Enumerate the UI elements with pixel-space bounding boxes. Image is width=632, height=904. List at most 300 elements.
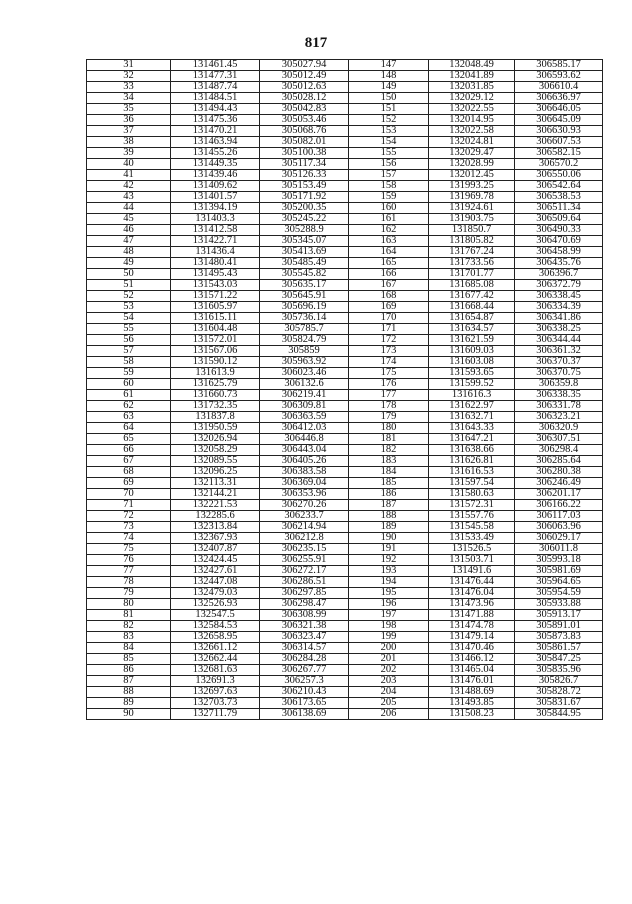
- y-coordinate-right: 306593.62: [515, 71, 603, 82]
- point-number-right: 147: [349, 60, 429, 71]
- point-number-left: 43: [87, 192, 171, 203]
- x-coordinate-right: 131993.25: [429, 181, 515, 192]
- x-coordinate-right: 131471.88: [429, 610, 515, 621]
- y-coordinate-right: 306509.64: [515, 214, 603, 225]
- x-coordinate-right: 131603.08: [429, 357, 515, 368]
- table-row: [87, 236, 603, 247]
- point-number-left: 61: [87, 390, 171, 401]
- y-coordinate-right: 306298.4: [515, 445, 603, 456]
- point-number-right: 152: [349, 115, 429, 126]
- x-coordinate-left: 131422.71: [171, 236, 260, 247]
- y-coordinate-right: 306285.64: [515, 456, 603, 467]
- point-number-left: 37: [87, 126, 171, 137]
- point-number-right: 169: [349, 302, 429, 313]
- point-number-right: 179: [349, 412, 429, 423]
- x-coordinate-right: 132029.47: [429, 148, 515, 159]
- point-number-right: 186: [349, 489, 429, 500]
- x-coordinate-left: 131412.58: [171, 225, 260, 236]
- y-coordinate-left: 306132.6: [260, 379, 349, 390]
- point-number-left: 58: [87, 357, 171, 368]
- point-number-right: 155: [349, 148, 429, 159]
- table-row: [87, 302, 603, 313]
- point-number-left: 68: [87, 467, 171, 478]
- x-coordinate-left: 132096.25: [171, 467, 260, 478]
- point-number-right: 200: [349, 643, 429, 654]
- x-coordinate-right: 131733.56: [429, 258, 515, 269]
- y-coordinate-left: 305345.07: [260, 236, 349, 247]
- point-number-right: 194: [349, 577, 429, 588]
- point-number-right: 205: [349, 698, 429, 709]
- x-coordinate-right: 132024.81: [429, 137, 515, 148]
- table-row: [87, 423, 603, 434]
- x-coordinate-left: 131571.22: [171, 291, 260, 302]
- x-coordinate-left: 132407.87: [171, 544, 260, 555]
- point-number-right: 165: [349, 258, 429, 269]
- x-coordinate-right: 132028.99: [429, 159, 515, 170]
- x-coordinate-right: 131533.49: [429, 533, 515, 544]
- y-coordinate-right: 306338.45: [515, 291, 603, 302]
- x-coordinate-right: 131488.69: [429, 687, 515, 698]
- point-number-right: 183: [349, 456, 429, 467]
- table-row: [87, 148, 603, 159]
- x-coordinate-left: 132526.93: [171, 599, 260, 610]
- x-coordinate-left: 131480.41: [171, 258, 260, 269]
- table-row: [87, 203, 603, 214]
- point-number-right: 168: [349, 291, 429, 302]
- coordinates-table: [86, 59, 603, 720]
- table-row: [87, 357, 603, 368]
- point-number-left: 57: [87, 346, 171, 357]
- y-coordinate-right: 306201.17: [515, 489, 603, 500]
- table-row: [87, 379, 603, 390]
- table-row: [87, 170, 603, 181]
- x-coordinate-left: 131484.51: [171, 93, 260, 104]
- x-coordinate-left: 131403.3: [171, 214, 260, 225]
- table-row: [87, 214, 603, 225]
- x-coordinate-right: 131685.08: [429, 280, 515, 291]
- table-row: [87, 60, 603, 71]
- y-coordinate-right: 306307.51: [515, 434, 603, 445]
- point-number-right: 190: [349, 533, 429, 544]
- x-coordinate-left: 132479.03: [171, 588, 260, 599]
- y-coordinate-right: 306320.9: [515, 423, 603, 434]
- x-coordinate-left: 132144.21: [171, 489, 260, 500]
- x-coordinate-right: 131508.23: [429, 709, 515, 720]
- y-coordinate-left: 306323.47: [260, 632, 349, 643]
- x-coordinate-left: 131567.06: [171, 346, 260, 357]
- x-coordinate-left: 131613.9: [171, 368, 260, 379]
- x-coordinate-right: 131597.54: [429, 478, 515, 489]
- x-coordinate-right: 131593.65: [429, 368, 515, 379]
- point-number-left: 81: [87, 610, 171, 621]
- table-row: [87, 181, 603, 192]
- y-coordinate-right: 305891.01: [515, 621, 603, 632]
- table-row: [87, 291, 603, 302]
- y-coordinate-right: 306630.93: [515, 126, 603, 137]
- table-row: [87, 500, 603, 511]
- point-number-left: 41: [87, 170, 171, 181]
- y-coordinate-left: 305245.22: [260, 214, 349, 225]
- point-number-right: 180: [349, 423, 429, 434]
- x-coordinate-left: 132584.53: [171, 621, 260, 632]
- y-coordinate-right: 306550.06: [515, 170, 603, 181]
- point-number-right: 172: [349, 335, 429, 346]
- table-row: [87, 489, 603, 500]
- y-coordinate-right: 306331.78: [515, 401, 603, 412]
- point-number-left: 47: [87, 236, 171, 247]
- point-number-left: 87: [87, 676, 171, 687]
- point-number-right: 151: [349, 104, 429, 115]
- x-coordinate-right: 131638.66: [429, 445, 515, 456]
- x-coordinate-right: 132014.95: [429, 115, 515, 126]
- y-coordinate-right: 305913.17: [515, 610, 603, 621]
- point-number-left: 60: [87, 379, 171, 390]
- table-row: [87, 280, 603, 291]
- y-coordinate-left: 306446.8: [260, 434, 349, 445]
- table-row: [87, 555, 603, 566]
- point-number-left: 75: [87, 544, 171, 555]
- point-number-left: 66: [87, 445, 171, 456]
- point-number-left: 50: [87, 269, 171, 280]
- table-row: [87, 610, 603, 621]
- y-coordinate-left: 306233.7: [260, 511, 349, 522]
- y-coordinate-right: 306646.05: [515, 104, 603, 115]
- y-coordinate-right: 306582.15: [515, 148, 603, 159]
- y-coordinate-left: 305068.76: [260, 126, 349, 137]
- point-number-left: 52: [87, 291, 171, 302]
- y-coordinate-left: 306369.04: [260, 478, 349, 489]
- x-coordinate-left: 132058.29: [171, 445, 260, 456]
- y-coordinate-right: 305847.25: [515, 654, 603, 665]
- point-number-left: 77: [87, 566, 171, 577]
- y-coordinate-left: 305545.82: [260, 269, 349, 280]
- x-coordinate-left: 131475.36: [171, 115, 260, 126]
- x-coordinate-right: 131476.44: [429, 577, 515, 588]
- table-row: [87, 456, 603, 467]
- point-number-right: 153: [349, 126, 429, 137]
- y-coordinate-right: 306585.17: [515, 60, 603, 71]
- x-coordinate-left: 132658.95: [171, 632, 260, 643]
- point-number-right: 174: [349, 357, 429, 368]
- point-number-right: 176: [349, 379, 429, 390]
- point-number-left: 90: [87, 709, 171, 720]
- y-coordinate-left: 306297.85: [260, 588, 349, 599]
- point-number-left: 31: [87, 60, 171, 71]
- y-coordinate-right: 306470.69: [515, 236, 603, 247]
- x-coordinate-right: 132031.85: [429, 82, 515, 93]
- point-number-left: 82: [87, 621, 171, 632]
- point-number-right: 166: [349, 269, 429, 280]
- table-row: [87, 632, 603, 643]
- y-coordinate-left: 305117.34: [260, 159, 349, 170]
- x-coordinate-left: 132026.94: [171, 434, 260, 445]
- point-number-right: 149: [349, 82, 429, 93]
- y-coordinate-right: 306338.25: [515, 324, 603, 335]
- x-coordinate-right: 131654.87: [429, 313, 515, 324]
- x-coordinate-left: 132089.55: [171, 456, 260, 467]
- x-coordinate-right: 131609.03: [429, 346, 515, 357]
- y-coordinate-right: 306359.8: [515, 379, 603, 390]
- point-number-right: 188: [349, 511, 429, 522]
- coordinates-table-body: [87, 60, 603, 720]
- x-coordinate-left: 131590.12: [171, 357, 260, 368]
- point-number-left: 32: [87, 71, 171, 82]
- x-coordinate-left: 131494.43: [171, 104, 260, 115]
- point-number-left: 39: [87, 148, 171, 159]
- x-coordinate-left: 131543.03: [171, 280, 260, 291]
- point-number-right: 163: [349, 236, 429, 247]
- table-row: [87, 225, 603, 236]
- y-coordinate-left: 305012.49: [260, 71, 349, 82]
- y-coordinate-left: 305288.9: [260, 225, 349, 236]
- y-coordinate-right: 305964.65: [515, 577, 603, 588]
- y-coordinate-left: 305736.14: [260, 313, 349, 324]
- point-number-left: 84: [87, 643, 171, 654]
- point-number-left: 33: [87, 82, 171, 93]
- table-row: [87, 665, 603, 676]
- table-row: [87, 544, 603, 555]
- point-number-right: 203: [349, 676, 429, 687]
- y-coordinate-left: 305635.17: [260, 280, 349, 291]
- point-number-right: 154: [349, 137, 429, 148]
- point-number-right: 195: [349, 588, 429, 599]
- y-coordinate-left: 306138.69: [260, 709, 349, 720]
- x-coordinate-left: 131604.48: [171, 324, 260, 335]
- table-row: [87, 126, 603, 137]
- point-number-right: 167: [349, 280, 429, 291]
- x-coordinate-left: 131625.79: [171, 379, 260, 390]
- point-number-left: 63: [87, 412, 171, 423]
- y-coordinate-left: 306257.3: [260, 676, 349, 687]
- x-coordinate-right: 132022.55: [429, 104, 515, 115]
- x-coordinate-right: 131969.78: [429, 192, 515, 203]
- y-coordinate-left: 305027.94: [260, 60, 349, 71]
- table-row: [87, 445, 603, 456]
- point-number-right: 192: [349, 555, 429, 566]
- point-number-left: 35: [87, 104, 171, 115]
- point-number-left: 42: [87, 181, 171, 192]
- point-number-left: 46: [87, 225, 171, 236]
- x-coordinate-right: 131599.52: [429, 379, 515, 390]
- y-coordinate-right: 306246.49: [515, 478, 603, 489]
- table-row: [87, 401, 603, 412]
- point-number-right: 171: [349, 324, 429, 335]
- x-coordinate-left: 132113.31: [171, 478, 260, 489]
- point-number-right: 185: [349, 478, 429, 489]
- point-number-left: 36: [87, 115, 171, 126]
- point-number-left: 89: [87, 698, 171, 709]
- x-coordinate-right: 131503.71: [429, 555, 515, 566]
- x-coordinate-right: 131626.81: [429, 456, 515, 467]
- point-number-right: 170: [349, 313, 429, 324]
- table-row: [87, 522, 603, 533]
- y-coordinate-left: 306298.47: [260, 599, 349, 610]
- x-coordinate-left: 131470.21: [171, 126, 260, 137]
- table-row: [87, 599, 603, 610]
- y-coordinate-right: 305831.67: [515, 698, 603, 709]
- y-coordinate-right: 306610.4: [515, 82, 603, 93]
- x-coordinate-left: 131394.19: [171, 203, 260, 214]
- table-row: [87, 115, 603, 126]
- x-coordinate-right: 131903.75: [429, 214, 515, 225]
- point-number-right: 177: [349, 390, 429, 401]
- x-coordinate-right: 131526.5: [429, 544, 515, 555]
- point-number-right: 201: [349, 654, 429, 665]
- table-row: [87, 687, 603, 698]
- y-coordinate-left: 306405.26: [260, 456, 349, 467]
- table-row: [87, 93, 603, 104]
- x-coordinate-right: 131473.96: [429, 599, 515, 610]
- y-coordinate-left: 306214.94: [260, 522, 349, 533]
- x-coordinate-left: 131439.46: [171, 170, 260, 181]
- table-row: [87, 676, 603, 687]
- point-number-right: 150: [349, 93, 429, 104]
- x-coordinate-left: 131436.4: [171, 247, 260, 258]
- x-coordinate-left: 131461.45: [171, 60, 260, 71]
- point-number-left: 40: [87, 159, 171, 170]
- point-number-right: 157: [349, 170, 429, 181]
- y-coordinate-right: 306063.96: [515, 522, 603, 533]
- point-number-left: 73: [87, 522, 171, 533]
- point-number-right: 198: [349, 621, 429, 632]
- x-coordinate-left: 131660.73: [171, 390, 260, 401]
- y-coordinate-left: 305859: [260, 346, 349, 357]
- x-coordinate-right: 131668.44: [429, 302, 515, 313]
- x-coordinate-right: 131701.77: [429, 269, 515, 280]
- y-coordinate-right: 306570.2: [515, 159, 603, 170]
- y-coordinate-right: 306341.86: [515, 313, 603, 324]
- x-coordinate-right: 132029.12: [429, 93, 515, 104]
- point-number-right: 184: [349, 467, 429, 478]
- y-coordinate-right: 306280.38: [515, 467, 603, 478]
- y-coordinate-left: 305042.83: [260, 104, 349, 115]
- point-number-left: 49: [87, 258, 171, 269]
- x-coordinate-right: 131474.78: [429, 621, 515, 632]
- y-coordinate-right: 306435.76: [515, 258, 603, 269]
- y-coordinate-left: 306219.41: [260, 390, 349, 401]
- x-coordinate-right: 131767.24: [429, 247, 515, 258]
- y-coordinate-right: 305993.18: [515, 555, 603, 566]
- y-coordinate-left: 305171.92: [260, 192, 349, 203]
- y-coordinate-left: 306173.65: [260, 698, 349, 709]
- x-coordinate-left: 131837.8: [171, 412, 260, 423]
- x-coordinate-left: 132703.73: [171, 698, 260, 709]
- x-coordinate-left: 132697.63: [171, 687, 260, 698]
- table-row: [87, 698, 603, 709]
- point-number-left: 85: [87, 654, 171, 665]
- point-number-left: 48: [87, 247, 171, 258]
- y-coordinate-right: 305981.69: [515, 566, 603, 577]
- point-number-right: 204: [349, 687, 429, 698]
- table-row: [87, 709, 603, 720]
- y-coordinate-right: 306396.7: [515, 269, 603, 280]
- point-number-left: 72: [87, 511, 171, 522]
- point-number-right: 164: [349, 247, 429, 258]
- x-coordinate-left: 132427.61: [171, 566, 260, 577]
- x-coordinate-right: 131805.82: [429, 236, 515, 247]
- x-coordinate-left: 132547.5: [171, 610, 260, 621]
- table-row: [87, 192, 603, 203]
- x-coordinate-left: 131409.62: [171, 181, 260, 192]
- y-coordinate-left: 306255.91: [260, 555, 349, 566]
- y-coordinate-right: 306511.34: [515, 203, 603, 214]
- y-coordinate-left: 306212.8: [260, 533, 349, 544]
- y-coordinate-right: 305954.59: [515, 588, 603, 599]
- x-coordinate-left: 132285.6: [171, 511, 260, 522]
- point-number-right: 191: [349, 544, 429, 555]
- x-coordinate-left: 131495.43: [171, 269, 260, 280]
- y-coordinate-right: 306370.75: [515, 368, 603, 379]
- point-number-right: 196: [349, 599, 429, 610]
- point-number-left: 64: [87, 423, 171, 434]
- point-number-right: 173: [349, 346, 429, 357]
- x-coordinate-right: 131622.97: [429, 401, 515, 412]
- y-coordinate-right: 306166.22: [515, 500, 603, 511]
- table-row: [87, 159, 603, 170]
- point-number-right: 175: [349, 368, 429, 379]
- point-number-right: 160: [349, 203, 429, 214]
- y-coordinate-left: 305126.33: [260, 170, 349, 181]
- x-coordinate-left: 131477.31: [171, 71, 260, 82]
- x-coordinate-left: 131455.26: [171, 148, 260, 159]
- y-coordinate-left: 306235.15: [260, 544, 349, 555]
- point-number-right: 178: [349, 401, 429, 412]
- y-coordinate-right: 306011.8: [515, 544, 603, 555]
- x-coordinate-left: 132221.53: [171, 500, 260, 511]
- y-coordinate-left: 306284.28: [260, 654, 349, 665]
- x-coordinate-right: 131470.46: [429, 643, 515, 654]
- x-coordinate-right: 131924.61: [429, 203, 515, 214]
- x-coordinate-left: 131487.74: [171, 82, 260, 93]
- point-number-left: 53: [87, 302, 171, 313]
- point-number-left: 80: [87, 599, 171, 610]
- y-coordinate-right: 306029.17: [515, 533, 603, 544]
- y-coordinate-right: 305826.7: [515, 676, 603, 687]
- x-coordinate-right: 131647.21: [429, 434, 515, 445]
- y-coordinate-left: 305100.38: [260, 148, 349, 159]
- x-coordinate-right: 131643.33: [429, 423, 515, 434]
- y-coordinate-right: 306458.99: [515, 247, 603, 258]
- x-coordinate-right: 131621.59: [429, 335, 515, 346]
- x-coordinate-right: 132048.49: [429, 60, 515, 71]
- table-row: [87, 566, 603, 577]
- y-coordinate-right: 306361.32: [515, 346, 603, 357]
- y-coordinate-left: 305028.12: [260, 93, 349, 104]
- y-coordinate-right: 305933.88: [515, 599, 603, 610]
- table-row: [87, 258, 603, 269]
- table-row: [87, 588, 603, 599]
- table-row: [87, 71, 603, 82]
- y-coordinate-left: 306270.26: [260, 500, 349, 511]
- y-coordinate-right: 306490.33: [515, 225, 603, 236]
- table-row: [87, 577, 603, 588]
- y-coordinate-left: 306267.77: [260, 665, 349, 676]
- table-row: [87, 434, 603, 445]
- y-coordinate-left: 306309.81: [260, 401, 349, 412]
- x-coordinate-left: 132367.93: [171, 533, 260, 544]
- y-coordinate-left: 306308.99: [260, 610, 349, 621]
- point-number-right: 202: [349, 665, 429, 676]
- x-coordinate-left: 131463.94: [171, 137, 260, 148]
- x-coordinate-right: 132022.58: [429, 126, 515, 137]
- point-number-left: 55: [87, 324, 171, 335]
- point-number-right: 197: [349, 610, 429, 621]
- point-number-right: 161: [349, 214, 429, 225]
- point-number-left: 86: [87, 665, 171, 676]
- y-coordinate-left: 305012.63: [260, 82, 349, 93]
- y-coordinate-right: 305828.72: [515, 687, 603, 698]
- table-row: [87, 324, 603, 335]
